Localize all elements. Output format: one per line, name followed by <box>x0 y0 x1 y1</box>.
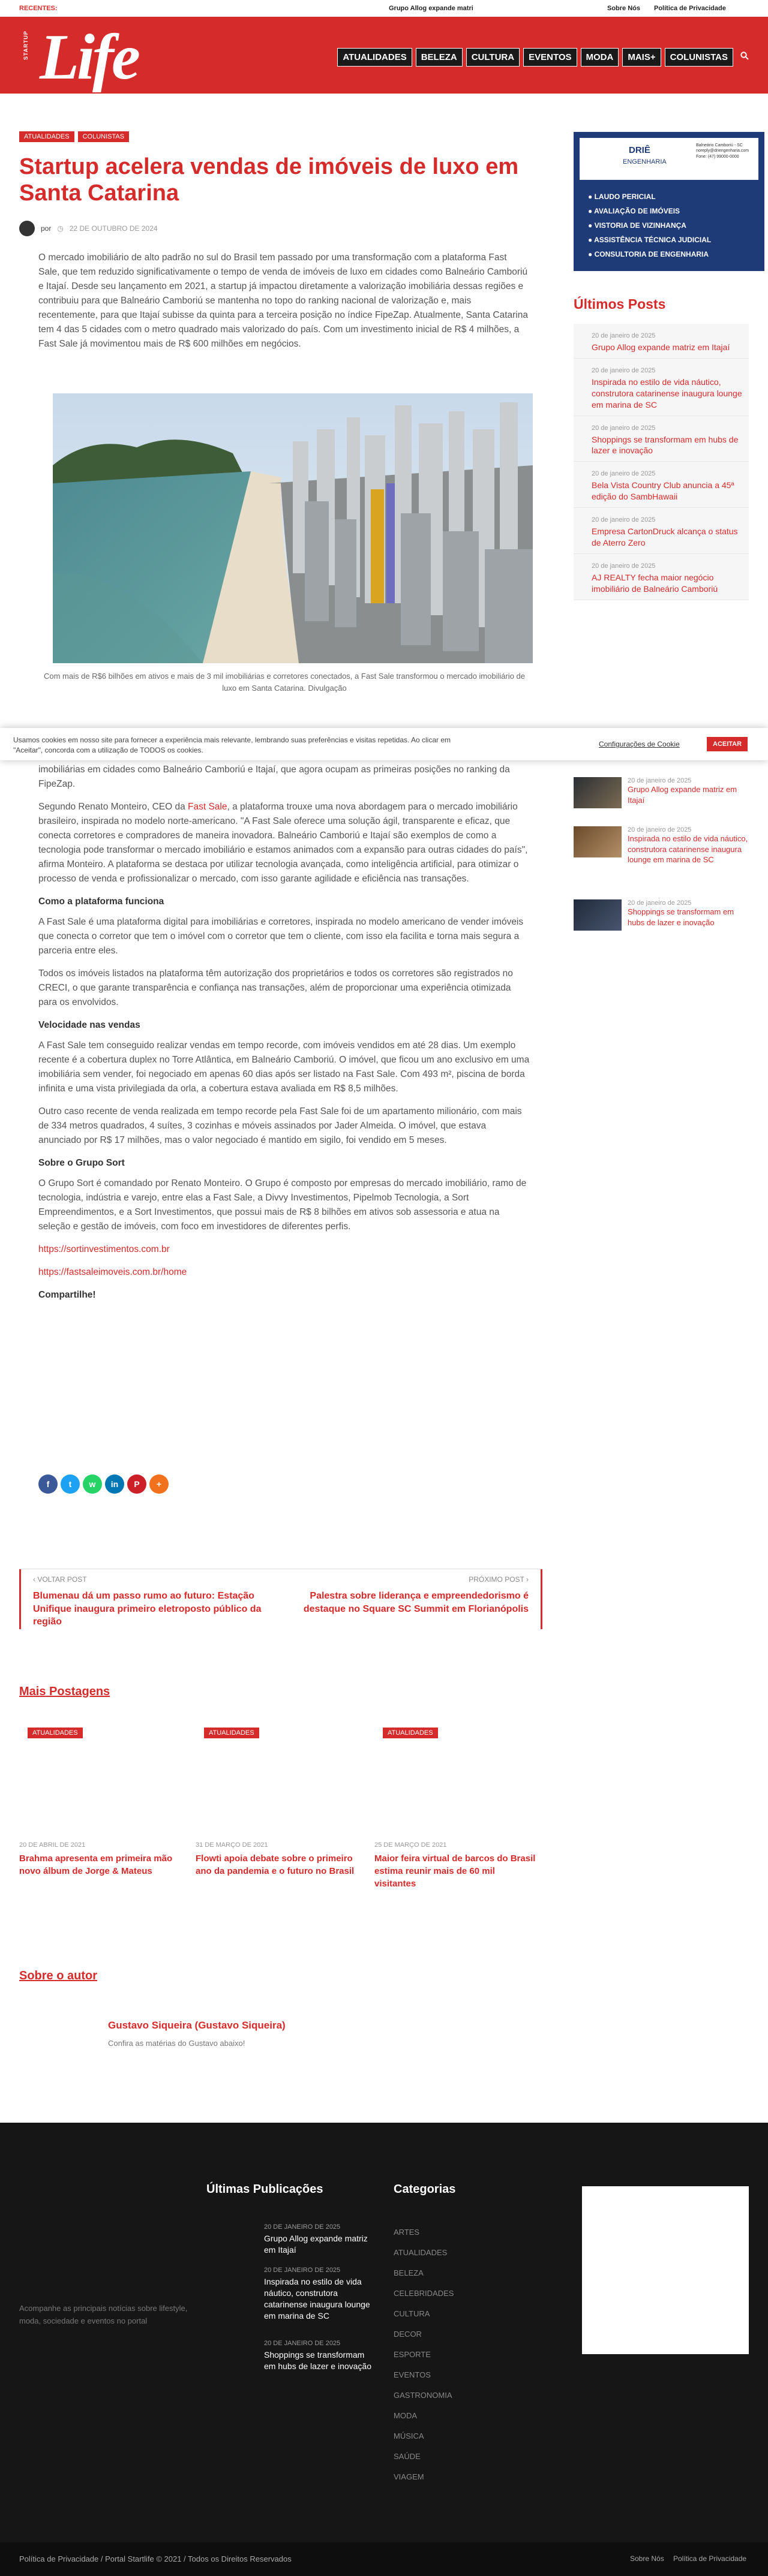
category-link[interactable]: EVENTOS <box>394 2370 431 2379</box>
fast-sale-link[interactable]: Fast Sale <box>188 802 227 812</box>
ad-brand2: ENGENHARIA <box>623 158 667 165</box>
recent-label: RECENTES: <box>19 5 58 12</box>
post-date: 22 DE OUTUBRO DE 2024 <box>69 224 158 233</box>
search-icon[interactable] <box>740 52 749 63</box>
category-link[interactable]: ATUALIDADES <box>394 2248 448 2257</box>
sort-link[interactable]: https://sortinvestimentos.com.br <box>38 1244 170 1255</box>
category-link[interactable]: SAÚDE <box>394 2452 421 2461</box>
post-body <box>38 763 530 1308</box>
category-link[interactable]: CULTURA <box>394 2309 430 2318</box>
tag-atualidades[interactable]: ATUALIDADES <box>19 131 74 142</box>
list-item[interactable]: 20 de janeiro de 2025 AJ REALTY fecha maior negócio imobiliário de Balneário Camboriú <box>574 554 749 600</box>
paragraph: Todos os imóveis listados na plataforma têm autorização dos proprietários e todos os corretores são registrados no CRECI, o que garante transparência e confiança nas transações, além de proporcionar uma experiência otimizada para os envolvidos. <box>38 968 513 1008</box>
next-label: PRÓXIMO POST <box>469 1575 524 1584</box>
cookie-settings-link[interactable]: Configurações de Cookie <box>599 740 680 748</box>
post-tags <box>19 131 133 142</box>
section-heading: Como a plataforma funciona <box>38 896 164 907</box>
thumb-post[interactable]: 20 de janeiro de 2025 Inspirada no estilo de vida náutico, construtora catarinense inaugura lounge em marina de SC <box>574 826 749 865</box>
post-navigation <box>19 1569 542 1641</box>
ad-contact: Balneário Camboriú - SC noreply@driengenharia.com Fone: (47) 99000-0000 <box>696 143 749 159</box>
footer-post[interactable]: 20 DE JANEIRO DE 2025 Grupo Allog expande matriz em Itajaí <box>264 2223 368 2255</box>
nav-item-atualidades[interactable]: ATUALIDADES <box>337 48 412 67</box>
paragraph: A Fast Sale é uma plataforma digital para imobiliárias e corretores, inspirada no modelo americano de vender imóveis que conecta o corretor que tem o imóvel com o corretor que tem o cliente, com isso ela facilita e torna mais segura a parceria entre eles. <box>38 917 524 956</box>
card-tag[interactable]: ATUALIDADES <box>28 1728 83 1738</box>
top-link-privacy[interactable]: Política de Privacidade <box>654 5 726 12</box>
tag-colunistas[interactable]: COLUNISTAS <box>78 131 129 142</box>
category-link[interactable]: MÚSICA <box>394 2431 424 2440</box>
logo-word: Life <box>40 22 138 93</box>
post-intro <box>38 251 530 360</box>
paragraph: imobiliárias em cidades como Balneário Camboriú e Itajaí, que agora ocupam as primeiras posições no ranking da FipeZap. <box>38 765 510 790</box>
category-link[interactable]: ARTES <box>394 2228 420 2237</box>
card-title[interactable]: Flowti apoia debate sobre o primeiro ano da pandemia e o futuro no Brasil <box>196 1853 355 1876</box>
prev-title: Blumenau dá um passo rumo ao futuro: Estação Unifique inaugura primeiro eletroposto público da região <box>33 1591 262 1627</box>
card-date: 25 DE MARÇO DE 2021 <box>374 1841 447 1849</box>
post-card[interactable] <box>196 1727 359 1877</box>
copyright-text: Política de Privacidade / Portal Startlife © 2021 / Todos os Direitos Reservados <box>19 2554 292 2563</box>
main-nav <box>337 48 749 67</box>
latest-posts-list <box>574 324 749 600</box>
share-bar <box>38 1474 169 1494</box>
list-item[interactable]: 20 de janeiro de 2025 Empresa CartonDruck alcança o status de Aterro Zero <box>574 508 749 554</box>
sidebar-ad[interactable] <box>574 132 764 271</box>
paragraph: Outro caso recente de venda realizada em tempo recorde pela Fast Sale foi de um apartamento milionário, com mais de 334 metros quadrados, 4 suítes, 3 cozinhas e móveis assinados por Jader Almeida. O imóvel, que estava anunciado por R$ 17 milhões, mas o valor negociado é mantido em sigilo, foi vendido em 5 meses. <box>38 1106 522 1146</box>
footer-link-privacy[interactable]: Política de Privacidade <box>673 2554 747 2563</box>
hero-image <box>53 393 533 663</box>
section-heading: Sobre o Grupo Sort <box>38 1158 125 1169</box>
card-tag[interactable]: ATUALIDADES <box>383 1728 438 1738</box>
next-title: Palestra sobre liderança e empreendedorismo é destaque no Square SC Summit em Florianópolis <box>303 1591 529 1614</box>
thumb-image[interactable] <box>574 777 622 808</box>
avatar[interactable] <box>19 221 35 236</box>
top-link-about[interactable]: Sobre Nós <box>607 5 641 12</box>
image-caption: Com mais de R$6 bilhões em ativos e mais de 3 mil imobiliárias e corretores conectados, a Fast Sale transformou o mercado imobiliário de luxo em Santa Catarina. Divulgação <box>43 672 525 693</box>
nav-item-beleza[interactable]: BELEZA <box>416 48 463 67</box>
footer-categories <box>394 2222 538 2487</box>
nav-item-mais[interactable]: MAIS+ <box>622 48 661 67</box>
list-item[interactable]: 20 de janeiro de 2025 Grupo Allog expande matriz em Itajaí <box>574 324 749 359</box>
site-footer <box>0 2123 768 2576</box>
ad-brand: DRIÊ <box>629 145 650 155</box>
previous-post-link[interactable] <box>19 1569 283 1629</box>
footer-post[interactable]: 20 DE JANEIRO DE 2025 Shoppings se transformam em hubs de lazer e inovação <box>264 2340 371 2371</box>
site-header <box>0 17 768 94</box>
footer-link-about[interactable]: Sobre Nós <box>630 2554 664 2563</box>
author-name[interactable]: Gustavo Siqueira (Gustavo Siqueira) <box>108 2020 286 2031</box>
card-date: 31 DE MARÇO DE 2021 <box>196 1841 268 1849</box>
next-post-link[interactable] <box>278 1569 542 1629</box>
card-date: 20 DE ABRIL DE 2021 <box>19 1841 86 1849</box>
site-logo[interactable] <box>23 22 149 93</box>
post-card[interactable] <box>374 1727 538 1890</box>
post-meta <box>19 221 158 236</box>
twitter-icon[interactable]: t <box>61 1474 80 1494</box>
ticker-link[interactable]: Grupo Allog expande matri <box>389 5 473 12</box>
list-item[interactable]: 20 de janeiro de 2025 Shoppings se transformam em hubs de lazer e inovação <box>574 416 749 462</box>
footer-categories-heading: Categorias <box>394 2183 456 2196</box>
author-description: Confira as matérias do Gustavo abaixo! <box>108 2039 245 2048</box>
cookie-accept-button[interactable]: ACEITAR <box>707 737 748 751</box>
chevron-left-icon: ‹ <box>33 1575 38 1584</box>
more-posts-heading: Mais Postagens <box>19 1685 110 1698</box>
nav-item-cultura[interactable]: CULTURA <box>466 48 520 67</box>
prev-label: VOLTAR POST <box>37 1575 87 1584</box>
list-item[interactable]: 20 de janeiro de 2025 Bela Vista Country Club anuncia a 45ª edição do SambHawaii <box>574 462 749 508</box>
nav-item-colunistas[interactable]: COLUNISTAS <box>665 48 733 67</box>
card-tag[interactable]: ATUALIDADES <box>204 1728 259 1738</box>
thumb-post[interactable]: 20 de janeiro de 2025 Grupo Allog expande matriz em Itajaí <box>574 777 749 808</box>
footer-post[interactable]: 20 DE JANEIRO DE 2025 Inspirada no estilo de vida náutico, construtora catarinense inaugura lounge em marina de SC <box>264 2267 370 2321</box>
footer-widget-box <box>582 2186 749 2354</box>
nav-item-moda[interactable]: MODA <box>581 48 619 67</box>
pinterest-icon[interactable]: P <box>127 1474 146 1494</box>
top-bar <box>0 0 768 17</box>
cookie-banner <box>0 728 768 760</box>
category-link[interactable]: MODA <box>394 2411 417 2420</box>
category-link[interactable]: DECOR <box>394 2330 422 2339</box>
category-link[interactable]: GASTRONOMIA <box>394 2391 452 2400</box>
clock-icon: ◷ <box>57 224 64 233</box>
nav-item-eventos[interactable]: EVENTOS <box>523 48 577 67</box>
latest-posts-heading: Últimos Posts <box>574 296 666 312</box>
whatsapp-icon[interactable]: w <box>83 1474 102 1494</box>
author-box-heading: Sobre o autor <box>19 1969 98 1982</box>
category-link[interactable]: ESPORTE <box>394 2350 431 2359</box>
cookie-text: Usamos cookies em nosso site para fornecer a experiência mais relevante, lembrando suas preferências e visitas repetidas. Ao clicar em "Aceitar", concorda com a utilização de TODOS os cookies. <box>13 736 451 754</box>
paragraph: A Fast Sale tem conseguido realizar vendas em tempo recorde, com imóveis vendidos em até 28 dias. Um exemplo recente é a cobertura duplex no Torre Atlântica, em Balneário Camboriú. O imóvel, que ficou um ano exclusivo em uma imobiliária sem vender, foi negociado em apenas 60 dias após ser listado na Fast Sale. Com 493 m², piscina de borda infinita e uma vista privilegiada da orla, a cobertura estava avaliada em R$ 8,5 milhões. <box>38 1040 530 1094</box>
more-share-icon[interactable]: + <box>149 1474 169 1494</box>
fastsale-site-link[interactable]: https://fastsaleimoveis.com.br/home <box>38 1267 187 1278</box>
post-title: Startup acelera vendas de imóveis de luxo em Santa Catarina <box>19 154 519 206</box>
thumb-image[interactable] <box>574 899 622 931</box>
category-link[interactable]: VIAGEM <box>394 2472 424 2481</box>
card-title[interactable]: Brahma apresenta em primeira mão novo álbum de Jorge & Mateus <box>19 1853 173 1876</box>
footer-about: Acompanhe as principais notícias sobre lifestyle, moda, sociedade e eventos no portal <box>19 2304 188 2325</box>
author-label: por <box>41 224 52 233</box>
paragraph: O mercado imobiliário de alto padrão no sul do Brasil tem passado por uma transformação com a plataforma Fast Sale, que tem reduzido significativamente o tempo de venda de imóveis de luxo em cidades como Balneário Camboriú e Itajaí. Desde seu lançamento em 2021, a startup já impactou diretamente a valorização imobiliária dessas regiões e contribuiu para que Balneário Camboriú se mantenha no topo do ranking nacional de valorização e, mais recentemente, para que Itajaí subisse da quinta para a terceira posição no índice FipeZap. Atualmente, Santa Catarina tem 4 das 5 cidades com o metro quadrado mais valorizado do país. Com um investimento inicial de R$ 4 milhões, a Fast Sale já movimentou mais de R$ 600 milhões em negócios. <box>38 252 528 350</box>
category-link[interactable]: BELEZA <box>394 2268 424 2277</box>
chevron-right-icon: › <box>524 1575 529 1584</box>
linkedin-icon[interactable]: in <box>105 1474 124 1494</box>
post-card[interactable] <box>19 1727 182 1877</box>
paragraph: Segundo Renato Monteiro, CEO da Fast Sale, a plataforma trouxe uma nova abordagem para o mercado imobiliário brasileiro, inspirada no modelo norte-americano. "A Fast Sale oferece uma solução ágil, transparente e eficaz, que conecta corretores e compradores de maneira inovadora. Balneário Camboriú e Itajaí são exemplos de como a tecnologia pode transformar o mercado imobiliário e estamos animados com a expansão para outras cidades do país", afirma Monteiro. A plataforma se destaca por utilizar tecnologia avançada, como inteligência artificial, para otimizar o processo de venda e profissionalizar o mercado, com isso garante agilidade e eficiência nas transações. <box>38 802 528 884</box>
copyright-bar <box>0 2542 768 2576</box>
share-heading: Compartilhe! <box>38 1290 96 1301</box>
paragraph: O Grupo Sort é comandado por Renato Monteiro. O Grupo é composto por empresas do mercado imobiliário, ramo de tecnologia, indústria e varejo, entre elas a Fast Sale, a Divvy Investimentos, Pipelmob Tecnologia, a Sort Empreendimentos, e a Sort Investimentos, que possui mais de R$ 8 bilhões em ativos sob assessoria e atua na seleção e gestão de imóveis, com foco em investidores de diferentes perfis. <box>38 1178 527 1232</box>
logo-small: STARTUP <box>23 31 29 60</box>
card-title[interactable]: Maior feira virtual de barcos do Brasil estima reunir mais de 60 mil visitantes <box>374 1853 536 1889</box>
list-item[interactable]: 20 de janeiro de 2025 Inspirada no estilo de vida náutico, construtora catarinense inaugura lounge em marina de SC <box>574 359 749 416</box>
footer-pubs-heading: Últimas Publicações <box>206 2183 323 2196</box>
thumb-post[interactable]: 20 de janeiro de 2025 Shoppings se transformam em hubs de lazer e inovação <box>574 899 749 931</box>
thumb-image[interactable] <box>574 826 622 857</box>
facebook-icon[interactable]: f <box>38 1474 58 1494</box>
ad-items: ● LAUDO PERICIAL ● AVALIAÇÃO DE IMÓVEIS ● VISTORIA DE VIZINHANÇA ● ASSISTÊNCIA TÉCNICA JUDICIAL ● CONSULTORIA DE ENGENHARIA <box>588 192 712 258</box>
section-heading: Velocidade nas vendas <box>38 1020 140 1031</box>
category-link[interactable]: CELEBRIDADES <box>394 2289 454 2298</box>
